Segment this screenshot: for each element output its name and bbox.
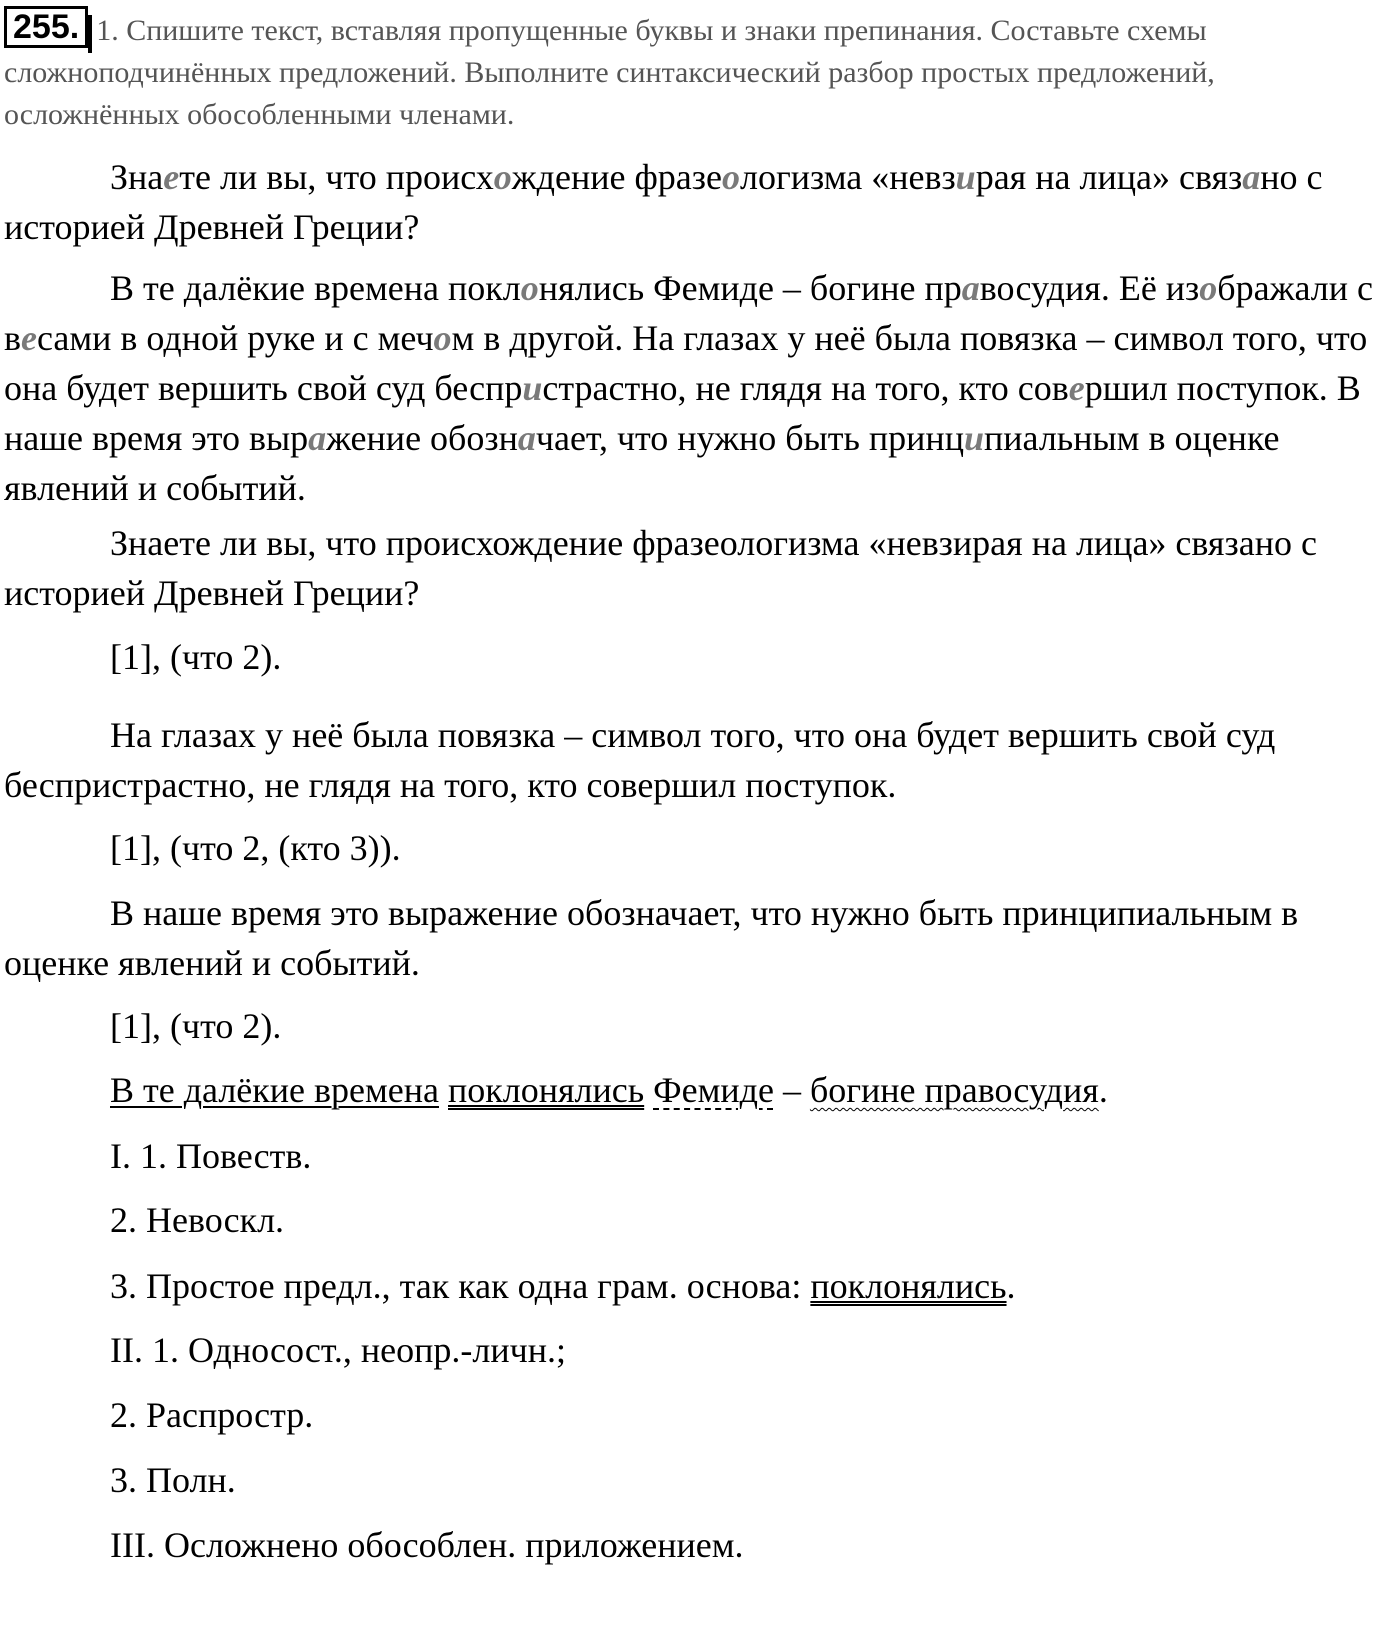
object-underlined: Фемиде xyxy=(653,1070,774,1110)
parse-item-i3 xyxy=(4,1261,1396,1311)
text-fragment: но с историей Древней Греции? xyxy=(4,157,1323,247)
text-fragment: пиальным в оценке явлений и событий. xyxy=(4,418,1280,508)
parse-item-i1: I. 1. Повеств. xyxy=(110,1136,312,1176)
inserted-letter: и xyxy=(963,418,984,458)
parse-item-text: 3. Простое предл., так как одна грам. основа: xyxy=(110,1266,811,1306)
parse-item-i2: 2. Невоскл. xyxy=(110,1200,285,1240)
text-fragment: В те далёкие времена покл xyxy=(110,268,521,308)
text-fragment: нялись Фемиде – богине пр xyxy=(538,268,962,308)
text-fragment: те ли вы, что происх xyxy=(179,157,494,197)
apposition-underlined: богине правосудия xyxy=(809,1070,1099,1110)
parsed-sentence xyxy=(4,1065,1396,1115)
text-fragment: восудия. Её из xyxy=(979,268,1200,308)
text-fragment: ждение фразе xyxy=(511,157,722,197)
parse-item-ii2: 2. Распростр. xyxy=(110,1395,314,1435)
inserted-letter: а xyxy=(308,418,327,458)
analysis-sentence-3: В наше время это выражение обозначает, что нужно быть принципиальным в оценке явлений и событий. xyxy=(4,893,1299,983)
text-paragraph-2 xyxy=(4,263,1396,513)
dash: – xyxy=(773,1070,810,1110)
predicate-underlined: поклонялись xyxy=(448,1070,645,1110)
inserted-letter: о xyxy=(493,157,512,197)
analysis-sentence-1: Знаете ли вы, что происхождение фразеологизма «невзирая на лица» связано с историей Древней Греции? xyxy=(4,523,1317,613)
scheme-3: [1], (что 2). xyxy=(110,1006,282,1046)
parse-item-ii3: 3. Полн. xyxy=(110,1460,236,1500)
parse-item-end: . xyxy=(1006,1266,1016,1306)
text-fragment: страстно, не глядя на того, кто сов xyxy=(542,368,1069,408)
parse-item-iii: III. Осложнено обособлен. приложением. xyxy=(110,1525,744,1565)
text-fragment: рая на лица» связ xyxy=(975,157,1243,197)
inserted-letter: о xyxy=(520,268,539,308)
text-fragment: Зна xyxy=(110,157,164,197)
text-fragment: сами в одной руке и с меч xyxy=(36,318,434,358)
task-header xyxy=(4,8,1396,136)
inserted-letter: о xyxy=(433,318,452,358)
text-fragment: бражали с в xyxy=(4,268,1373,358)
parse-item-ii1: II. 1. Односост., неопр.-личн.; xyxy=(110,1330,566,1370)
scheme-2: [1], (что 2, (кто 3)). xyxy=(110,828,401,868)
adverbial-underlined: В те далёкие времена xyxy=(110,1070,439,1110)
text-fragment: ршил поступок. В наше время это выр xyxy=(4,368,1361,458)
inserted-letter: а xyxy=(1242,157,1261,197)
inserted-letter: о xyxy=(1199,268,1218,308)
inserted-letter: о xyxy=(721,157,740,197)
inserted-letter: е xyxy=(163,157,180,197)
inserted-letter: е xyxy=(21,318,37,358)
scheme-1: [1], (что 2). xyxy=(110,637,282,677)
inserted-letter: е xyxy=(1068,368,1085,408)
text-fragment: м в другой. На глазах у неё была повязка – символ того, что она будет вершить свой суд беспр xyxy=(4,318,1368,408)
inserted-letter: и xyxy=(522,368,543,408)
text-paragraph-1 xyxy=(4,152,1396,252)
exercise-number: 255. xyxy=(4,6,88,48)
task-instruction: 1. Спишите текст, вставляя пропущенные буквы и знаки препинания. Составьте схемы сложноподчинённых предложений. Выполните синтаксический разбор простых предложений, осложнённых обособленными членами. xyxy=(4,14,1215,131)
text-fragment: жение обозн xyxy=(326,418,518,458)
inserted-letter: а xyxy=(961,268,980,308)
predicate-underlined: поклонялись xyxy=(810,1266,1007,1306)
analysis-sentence-2: На глазах у неё была повязка – символ того, что она будет вершить свой суд беспристрастно, не глядя на того, кто совершил поступок. xyxy=(4,715,1276,805)
text-fragment: чает, что нужно быть принц xyxy=(535,418,964,458)
sentence-end: . xyxy=(1098,1070,1108,1110)
inserted-letter: и xyxy=(955,157,976,197)
text-fragment: логизма «невз xyxy=(739,157,956,197)
inserted-letter: а xyxy=(517,418,536,458)
